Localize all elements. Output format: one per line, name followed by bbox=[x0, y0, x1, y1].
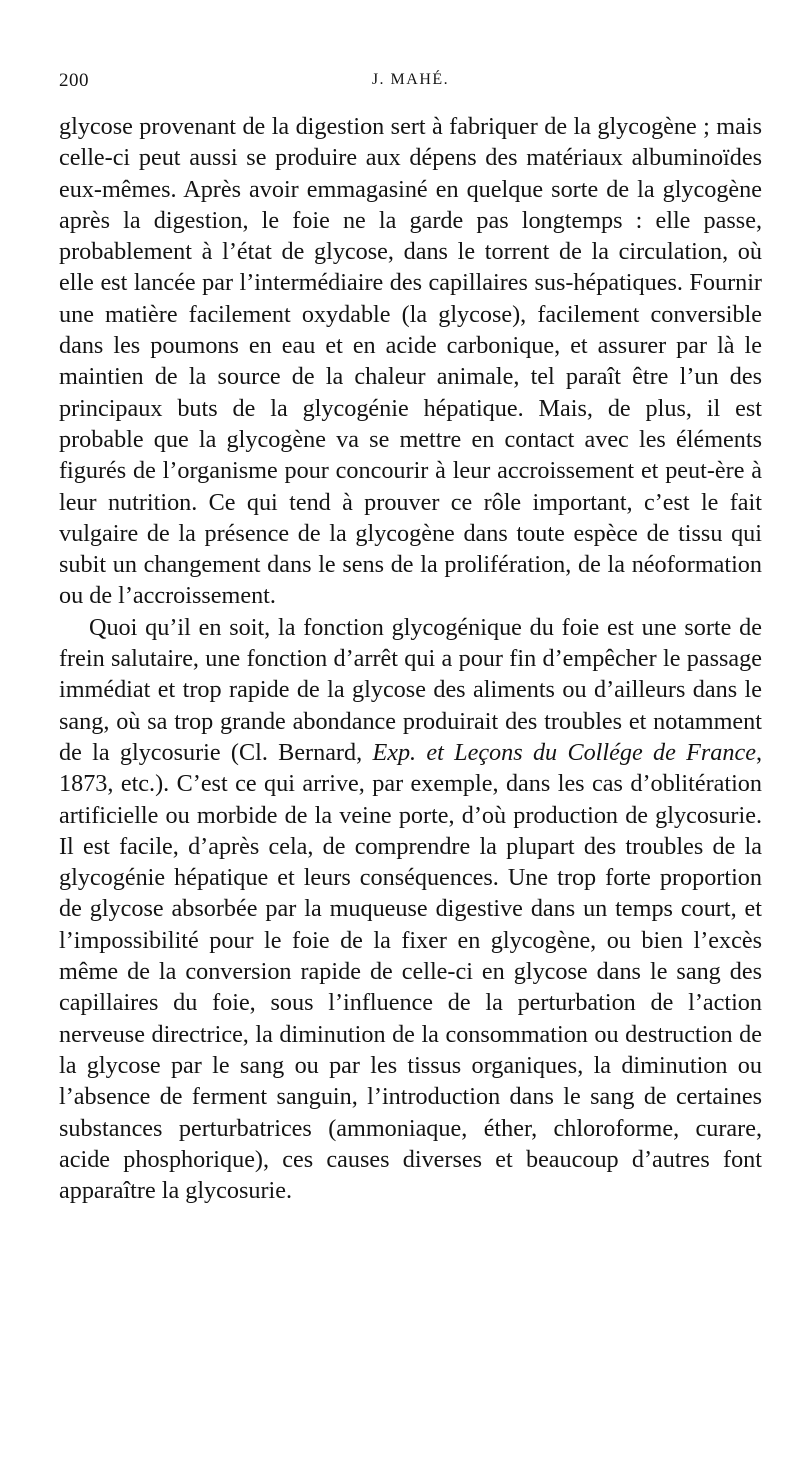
page-number: 200 bbox=[59, 70, 89, 91]
paragraph-2 bbox=[59, 612, 762, 1207]
running-head-author: J. MAHÉ. bbox=[371, 71, 450, 88]
running-head bbox=[59, 70, 762, 100]
paragraph-1 bbox=[59, 111, 762, 612]
paragraph-2-text-start: Quoi qu’il en soit, la fonction glycogénique du foie est une sorte de frein salutaire, une fonction d’arrêt qui a pour fin d’empêcher le passage immédiat et trop rapide de la glycose des aliments ou d’ailleurs dans le sang, où sa trop grande abondance produirait des troubles et notamment de la glycosurie (Cl. Bernard, bbox=[59, 613, 762, 766]
paragraph-2-text-end: , 1873, etc.). C’est ce qui arrive, par exemple, dans les cas d’oblitération artificielle ou morbide de la veine porte, d’où production de glycosurie. Il est facile, d’après cela, de comprendre la plupart des troubles de la glycogénie hépatique et leurs conséquences. Une trop forte proportion de glycose absorbée par la muqueuse digestive dans un temps court, et l’impossibilité pour le foie de la fixer en glycogène, ou bien l’excès même de la conversion rapide de celle-ci en glycose dans le sang des capillaires du foie, sous l’influence de la perturbation de l’action nerveuse directrice, la diminution de la consommation ou destruction de la glycose par le sang ou par les tissus organiques, la diminution ou l’absence de ferment sanguin, l’introduction dans le sang de certaines substances perturbatrices (ammoniaque, éther, chloroforme, curare, acide phosphorique), ces causes diverses et beaucoup d’autres font apparaître la glycosurie. bbox=[59, 738, 762, 1205]
citation-title: Exp. et Leçons du Collége de France bbox=[372, 738, 756, 766]
page bbox=[59, 70, 762, 1206]
body-text bbox=[59, 111, 762, 1206]
paragraph-1-text: glycose provenant de la digestion sert à fabriquer de la glycogène ; mais celle-ci peut aussi se produire aux dépens des matériaux albuminoïdes eux-mêmes. Après avoir emmagasiné en quelque sorte de la glycogène après la digestion, le foie ne la garde pas longtemps : elle passe, probablement à l’état de glycose, dans le torrent de la circulation, où elle est lancée par l’intermédiaire des capillaires sus-hépatiques. Fournir une matière facilement oxydable (la glycose), facilement conversible dans les poumons en eau et en acide carbonique, et assurer par là le maintien de la source de la chaleur animale, tel paraît être l’un des principaux buts de la glycogénie hépatique. Mais, de plus, il est probable que la glycogène va se mettre en contact avec les éléments figurés de l’organisme pour concourir à leur accroissement et peut-ère à leur nutrition. Ce qui tend à prouver ce rôle important, c’est le fait vulgaire de la présence de la glycogène dans toute espèce de tissu qui subit un changement dans le sens de la prolifération, de la néoformation ou de l’accroissement. bbox=[59, 113, 762, 610]
